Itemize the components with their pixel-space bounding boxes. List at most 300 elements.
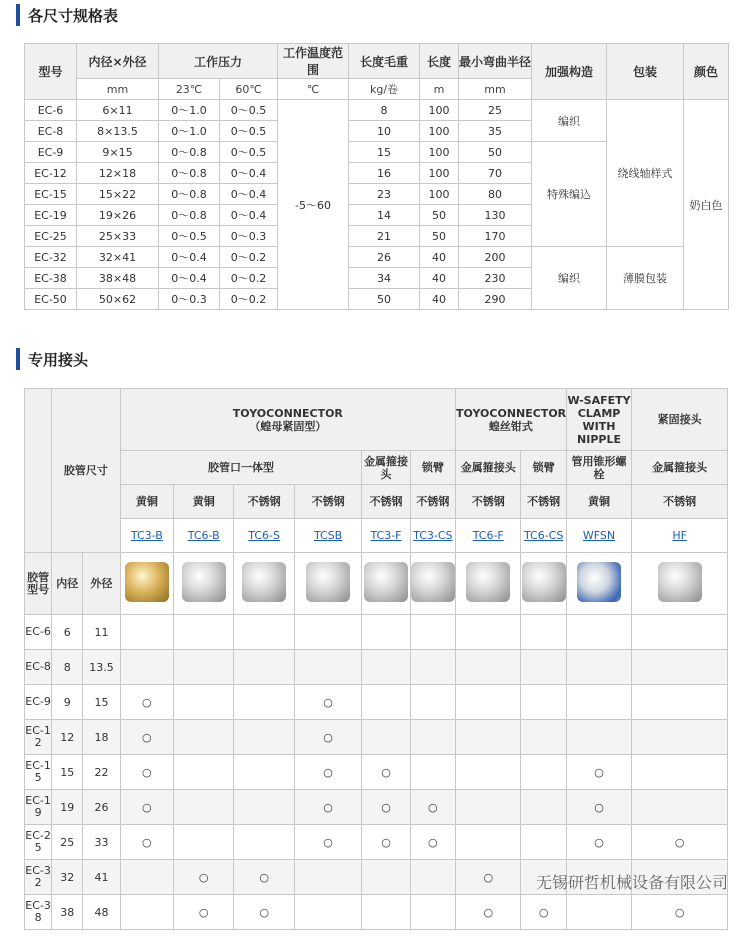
product-photo-cell: [294, 553, 361, 615]
cell-structure: 编织: [532, 100, 607, 142]
cell-length: 100: [420, 184, 459, 205]
cell-weight: 34: [349, 268, 420, 289]
compat-cell: [456, 615, 521, 650]
cell-structure: 编织: [532, 247, 607, 310]
cell-radius: 170: [459, 226, 532, 247]
cell-p60: 0～0.4: [220, 205, 278, 226]
compat-cell: [174, 790, 234, 825]
cell-outer-dia: 11: [83, 615, 120, 650]
product-code-cell: [521, 519, 566, 553]
compat-cell: [632, 650, 728, 685]
fitting-photo-icon[interactable]: [182, 562, 226, 602]
fitting-title-text: 专用接头: [28, 350, 89, 369]
cell-inner-dia: 32: [52, 860, 83, 895]
compat-cell: [362, 650, 410, 685]
compat-cell: [294, 685, 361, 720]
compat-cell: [120, 790, 173, 825]
material-cell: 黄铜: [566, 485, 631, 519]
fitting-row: [25, 720, 728, 755]
compat-cell: [120, 825, 173, 860]
cell-size: 8×13.5: [77, 121, 159, 142]
fitting-row: [25, 895, 728, 930]
material-cell: 不锈钢: [294, 485, 361, 519]
product-code-link[interactable]: TCSB: [313, 529, 343, 542]
cell-inner-dia: 6: [52, 615, 83, 650]
compat-cell: [632, 720, 728, 755]
compatible-mark: ○: [142, 695, 152, 709]
fitting-photo-icon[interactable]: [411, 562, 455, 602]
material-cell: 不锈钢: [234, 485, 294, 519]
fitting-row: [25, 790, 728, 825]
product-photo-cell: [456, 553, 521, 615]
cell-model: EC-9: [25, 142, 77, 163]
fitting-photo-icon[interactable]: [364, 562, 408, 602]
company-watermark: 无锡研哲机械设备有限公司: [536, 873, 729, 892]
cell-model: EC-25: [25, 226, 77, 247]
fitting-section-title: [16, 348, 88, 370]
compat-cell: [234, 860, 294, 895]
compat-cell: [362, 615, 410, 650]
product-code-cell: [234, 519, 294, 553]
hose-size-header: 胶管尺寸: [52, 389, 120, 553]
cell-radius: 70: [459, 163, 532, 184]
compat-cell: [120, 860, 173, 895]
compat-cell: [294, 755, 361, 790]
material-cell: 黄铜: [174, 485, 234, 519]
compat-cell: [521, 825, 566, 860]
product-photo-cell: [174, 553, 234, 615]
cell-p60: 0～0.2: [220, 289, 278, 310]
compat-cell: [456, 860, 521, 895]
spec-title-text: 各尺寸规格表: [28, 6, 119, 25]
col-inner: 内径: [52, 553, 83, 615]
cell-radius: 290: [459, 289, 532, 310]
product-photo-cell: [410, 553, 455, 615]
compatible-mark: ○: [259, 905, 269, 919]
compat-cell: [566, 650, 631, 685]
col-packaging: 包装: [607, 44, 684, 100]
compatible-mark: ○: [323, 765, 333, 779]
cell-p23: 0～0.4: [159, 268, 220, 289]
compat-cell: [174, 895, 234, 930]
compatible-mark: ○: [259, 870, 269, 884]
cell-outer-dia: 15: [83, 685, 120, 720]
cell-model: EC-32: [25, 247, 77, 268]
fitting-table: [24, 388, 728, 930]
cell-size: 15×22: [77, 184, 159, 205]
sub-metal-clamp-1: 金属箍接头: [362, 451, 410, 485]
cell-radius: 230: [459, 268, 532, 289]
compatible-mark: ○: [381, 765, 391, 779]
cell-length: 50: [420, 205, 459, 226]
product-photo-cell: [234, 553, 294, 615]
cell-inner-dia: 12: [52, 720, 83, 755]
cell-length: 100: [420, 163, 459, 184]
cell-inner-dia: 9: [52, 685, 83, 720]
product-code-link[interactable]: TC3-F: [370, 529, 402, 542]
cell-outer-dia: 26: [83, 790, 120, 825]
product-code-link[interactable]: HF: [672, 529, 687, 542]
cell-model: EC-6: [25, 100, 77, 121]
group-toyo-screw: TOYOCONNECTOR 蝗丝钳式: [456, 389, 567, 451]
compat-cell: [410, 720, 455, 755]
unit-p60: 60℃: [220, 79, 278, 100]
compatible-mark: ○: [142, 730, 152, 744]
product-code-link[interactable]: TC6-F: [472, 529, 504, 542]
cell-outer-dia: 48: [83, 895, 120, 930]
compat-cell: [410, 615, 455, 650]
cell-p23: 0～0.3: [159, 289, 220, 310]
compatible-mark: ○: [142, 765, 152, 779]
cell-weight: 15: [349, 142, 420, 163]
hose-size-corner: [25, 389, 52, 553]
cell-p23: 0～0.8: [159, 184, 220, 205]
compat-cell: [234, 650, 294, 685]
compatible-mark: ○: [594, 835, 604, 849]
compat-cell: [362, 755, 410, 790]
compat-cell: [120, 615, 173, 650]
cell-p23: 0～0.8: [159, 205, 220, 226]
cell-size: 9×15: [77, 142, 159, 163]
cell-model: EC-8: [25, 121, 77, 142]
compat-cell: [456, 790, 521, 825]
compat-cell: [566, 790, 631, 825]
cell-hose-model: EC-19: [25, 790, 52, 825]
cell-model: EC-50: [25, 289, 77, 310]
compat-cell: [234, 685, 294, 720]
compat-cell: [456, 825, 521, 860]
cell-length: 100: [420, 142, 459, 163]
compatible-mark: ○: [323, 800, 333, 814]
compatible-mark: ○: [483, 905, 494, 919]
cell-model: EC-15: [25, 184, 77, 205]
cell-hose-model: EC-32: [25, 860, 52, 895]
cell-weight: 16: [349, 163, 420, 184]
col-model: 型号: [25, 44, 77, 100]
cell-model: EC-12: [25, 163, 77, 184]
compat-cell: [120, 685, 173, 720]
col-temp: 工作温度范围: [278, 44, 349, 79]
material-cell: 不锈钢: [632, 485, 728, 519]
cell-inner-dia: 25: [52, 825, 83, 860]
compat-cell: [294, 860, 361, 895]
compat-cell: [294, 615, 361, 650]
sub-lock-2: 锁臂: [521, 451, 566, 485]
cell-p23: 0～0.5: [159, 226, 220, 247]
product-code-cell: [120, 519, 173, 553]
compat-cell: [410, 825, 455, 860]
cell-p60: 0～0.3: [220, 226, 278, 247]
cell-radius: 130: [459, 205, 532, 226]
cell-model: EC-19: [25, 205, 77, 226]
cell-radius: 200: [459, 247, 532, 268]
unit-length: m: [420, 79, 459, 100]
compat-cell: [174, 615, 234, 650]
cell-p23: 0～0.4: [159, 247, 220, 268]
product-code-link[interactable]: WFSN: [582, 529, 616, 542]
compat-cell: [410, 650, 455, 685]
cell-p60: 0～0.4: [220, 184, 278, 205]
cell-outer-dia: 13.5: [83, 650, 120, 685]
compat-cell: [410, 790, 455, 825]
compat-cell: [632, 755, 728, 790]
compatible-mark: ○: [428, 800, 438, 814]
spec-section-title: [16, 4, 118, 26]
cell-packaging: 薄膜包装: [607, 247, 684, 310]
compat-cell: [362, 860, 410, 895]
compatible-mark: ○: [594, 800, 604, 814]
col-color: 颜色: [684, 44, 729, 100]
cell-size: 32×41: [77, 247, 159, 268]
title-bar-decor: [16, 4, 20, 26]
fitting-photo-icon[interactable]: [242, 562, 286, 602]
product-code-link[interactable]: TC6-B: [187, 529, 220, 542]
compat-cell: [566, 615, 631, 650]
fitting-row: [25, 755, 728, 790]
compatible-mark: ○: [142, 800, 152, 814]
cell-radius: 25: [459, 100, 532, 121]
compat-cell: [294, 895, 361, 930]
cell-p23: 0～0.8: [159, 142, 220, 163]
compat-cell: [362, 720, 410, 755]
sub-metal-clamp-3: 金属箍接头: [632, 451, 728, 485]
compat-cell: [234, 790, 294, 825]
cell-inner-dia: 19: [52, 790, 83, 825]
compat-cell: [456, 755, 521, 790]
compatible-mark: ○: [198, 905, 209, 919]
compat-cell: [456, 650, 521, 685]
col-pressure: 工作压力: [159, 44, 278, 79]
compat-cell: [632, 615, 728, 650]
cell-radius: 80: [459, 184, 532, 205]
cell-hose-model: EC-8: [25, 650, 52, 685]
product-code-cell: [566, 519, 631, 553]
compat-cell: [362, 790, 410, 825]
compat-cell: [410, 860, 455, 895]
cell-length: 50: [420, 226, 459, 247]
col-hose-model: 胶管型号: [25, 553, 52, 615]
compatible-mark: ○: [142, 835, 152, 849]
sub-integrated: 胶管口一体型: [120, 451, 362, 485]
compat-cell: [566, 825, 631, 860]
cell-length: 40: [420, 289, 459, 310]
compat-cell: [234, 720, 294, 755]
cell-p60: 0～0.5: [220, 121, 278, 142]
compat-cell: [456, 895, 521, 930]
spec-row: [25, 100, 729, 121]
compat-cell: [632, 790, 728, 825]
compat-cell: [234, 615, 294, 650]
cell-radius: 35: [459, 121, 532, 142]
compat-cell: [294, 720, 361, 755]
compat-cell: [120, 720, 173, 755]
compatible-mark: ○: [594, 765, 604, 779]
compat-cell: [521, 685, 566, 720]
compat-cell: [410, 895, 455, 930]
cell-weight: 8: [349, 100, 420, 121]
unit-weight: kg/卷: [349, 79, 420, 100]
cell-hose-model: EC-9: [25, 685, 52, 720]
cell-p23: 0～1.0: [159, 121, 220, 142]
compat-cell: [632, 895, 728, 930]
compat-cell: [456, 685, 521, 720]
compat-cell: [410, 685, 455, 720]
product-photo-cell: [362, 553, 410, 615]
spec-row: [25, 247, 729, 268]
compat-cell: [456, 720, 521, 755]
col-outer: 外径: [83, 553, 120, 615]
product-code-cell: [362, 519, 410, 553]
cell-length: 100: [420, 121, 459, 142]
cell-color: 奶白色: [684, 100, 729, 310]
compat-cell: [362, 685, 410, 720]
cell-size: 50×62: [77, 289, 159, 310]
compat-cell: [174, 825, 234, 860]
compat-cell: [174, 650, 234, 685]
cell-weight: 26: [349, 247, 420, 268]
fitting-photo-icon[interactable]: [522, 562, 566, 602]
unit-size: mm: [77, 79, 159, 100]
fitting-photo-icon[interactable]: [466, 562, 510, 602]
cell-hose-model: EC-25: [25, 825, 52, 860]
photo-row: [25, 553, 728, 615]
col-radius: 最小弯曲半径: [459, 44, 532, 79]
compat-cell: [294, 825, 361, 860]
cell-structure: 特殊编込: [532, 142, 607, 247]
unit-radius: mm: [459, 79, 532, 100]
cell-weight: 14: [349, 205, 420, 226]
cell-weight: 50: [349, 289, 420, 310]
fitting-row: [25, 825, 728, 860]
product-code-link[interactable]: TC3-B: [130, 529, 163, 542]
cell-hose-model: EC-12: [25, 720, 52, 755]
sub-lock-1: 锁臂: [410, 451, 455, 485]
group-toyo-nut: TOYOCONNECTOR （蝗母紧固型）: [120, 389, 455, 451]
compat-cell: [566, 720, 631, 755]
compatible-mark: ○: [198, 870, 209, 884]
code-row: [25, 519, 728, 553]
compat-cell: [521, 790, 566, 825]
cell-size: 6×11: [77, 100, 159, 121]
cell-size: 25×33: [77, 226, 159, 247]
product-photo-cell: [521, 553, 566, 615]
cell-inner-dia: 15: [52, 755, 83, 790]
product-photo-cell: [632, 553, 728, 615]
compat-cell: [566, 685, 631, 720]
cell-hose-model: EC-38: [25, 895, 52, 930]
compat-cell: [174, 755, 234, 790]
cell-weight: 21: [349, 226, 420, 247]
compatible-mark: ○: [483, 870, 494, 884]
fitting-row: [25, 685, 728, 720]
compat-cell: [234, 825, 294, 860]
spec-table-body: [25, 100, 729, 310]
cell-p60: 0～0.4: [220, 163, 278, 184]
compatible-mark: ○: [323, 835, 333, 849]
product-code-cell: [410, 519, 455, 553]
cell-length: 100: [420, 100, 459, 121]
sub-metal-clamp-2: 金属箍接头: [456, 451, 521, 485]
cell-packaging: 绕线轴样式: [607, 100, 684, 247]
cell-p60: 0～0.2: [220, 247, 278, 268]
compat-cell: [174, 860, 234, 895]
col-length: 长度: [420, 44, 459, 79]
cell-temp-range: -5～60: [278, 100, 349, 310]
fitting-photo-icon[interactable]: [125, 562, 169, 602]
product-photo-cell: [566, 553, 631, 615]
col-size: 内径×外径: [77, 44, 159, 79]
cell-outer-dia: 18: [83, 720, 120, 755]
compat-cell: [521, 895, 566, 930]
product-code-cell: [456, 519, 521, 553]
compat-cell: [120, 650, 173, 685]
material-cell: 黄铜: [120, 485, 173, 519]
cell-inner-dia: 8: [52, 650, 83, 685]
cell-radius: 50: [459, 142, 532, 163]
compat-cell: [632, 685, 728, 720]
material-cell: 不锈钢: [521, 485, 566, 519]
cell-p60: 0～0.5: [220, 100, 278, 121]
col-weight: 长度毛重: [349, 44, 420, 79]
cell-p60: 0～0.2: [220, 268, 278, 289]
product-code-link[interactable]: TC3-CS: [413, 529, 453, 542]
cell-outer-dia: 33: [83, 825, 120, 860]
cell-weight: 10: [349, 121, 420, 142]
fitting-photo-icon[interactable]: [577, 562, 621, 602]
compat-cell: [362, 895, 410, 930]
compatible-mark: ○: [381, 800, 391, 814]
cell-hose-model: EC-6: [25, 615, 52, 650]
compat-cell: [410, 755, 455, 790]
product-code-link[interactable]: TC6-CS: [523, 529, 564, 542]
compatible-mark: ○: [381, 835, 391, 849]
compat-cell: [234, 895, 294, 930]
material-row: [25, 485, 728, 519]
compat-cell: [294, 790, 361, 825]
col-structure: 加强构造: [532, 44, 607, 100]
fitting-photo-icon[interactable]: [306, 562, 350, 602]
cell-p23: 0～1.0: [159, 100, 220, 121]
fitting-photo-icon[interactable]: [658, 562, 702, 602]
compat-cell: [521, 615, 566, 650]
material-cell: 不锈钢: [456, 485, 521, 519]
compat-cell: [174, 685, 234, 720]
compat-cell: [362, 825, 410, 860]
compatible-mark: ○: [538, 905, 549, 919]
cell-size: 12×18: [77, 163, 159, 184]
cell-weight: 23: [349, 184, 420, 205]
compatible-mark: ○: [674, 835, 685, 849]
compat-cell: [174, 720, 234, 755]
compat-cell: [120, 895, 173, 930]
unit-temp: ℃: [278, 79, 349, 100]
compatible-mark: ○: [428, 835, 438, 849]
compat-cell: [566, 755, 631, 790]
product-code-cell: [294, 519, 361, 553]
cell-size: 19×26: [77, 205, 159, 226]
compat-cell: [566, 895, 631, 930]
cell-inner-dia: 38: [52, 895, 83, 930]
fitting-row: [25, 650, 728, 685]
product-code-cell: [632, 519, 728, 553]
cell-outer-dia: 22: [83, 755, 120, 790]
sub-pipe-taper: 管用锥形螺栓: [566, 451, 631, 485]
group-wsafety: W-SAFETY CLAMP WITH NIPPLE: [566, 389, 631, 451]
compatible-mark: ○: [674, 905, 685, 919]
cell-outer-dia: 41: [83, 860, 120, 895]
cell-hose-model: EC-15: [25, 755, 52, 790]
product-code-link[interactable]: TC6-S: [248, 529, 280, 542]
